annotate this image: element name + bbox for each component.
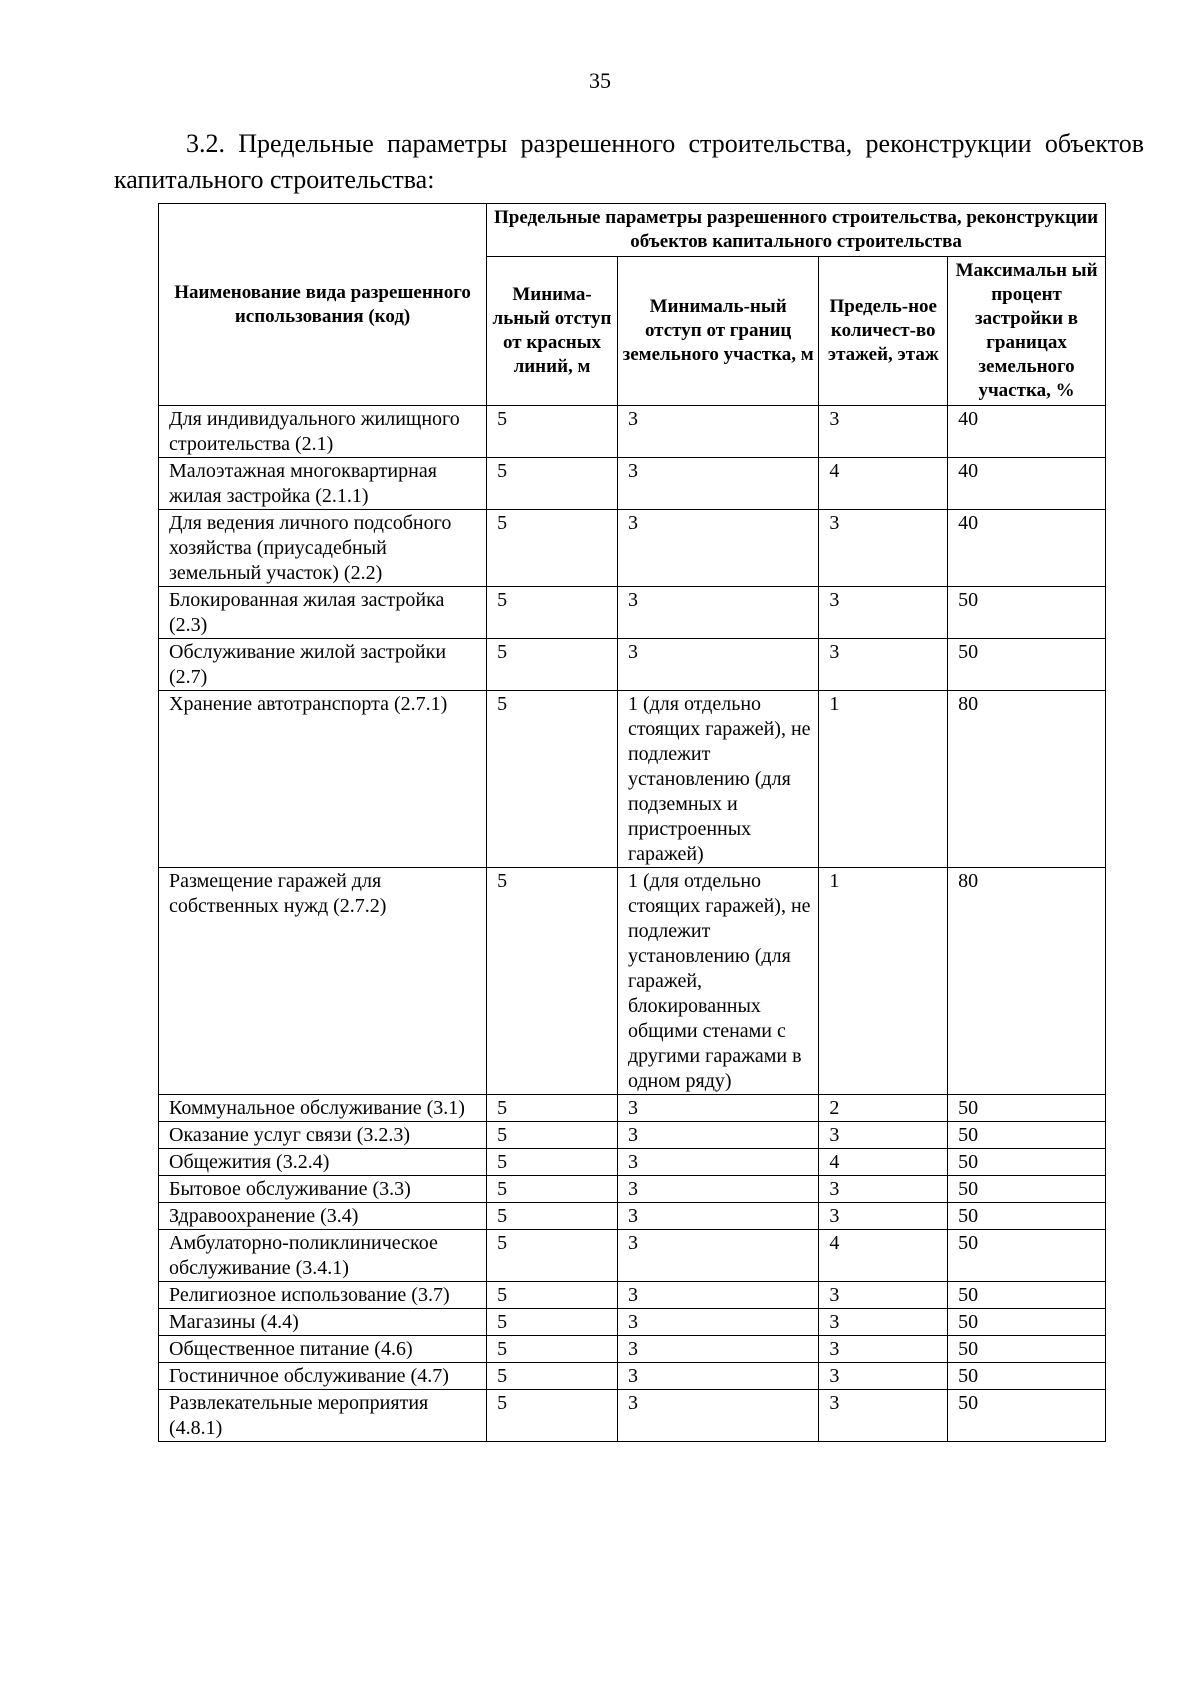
cell-red-lines: 5: [487, 1363, 618, 1390]
cell-name: Бытовое обслуживание (3.3): [159, 1176, 487, 1203]
cell-floors: 3: [819, 1336, 948, 1363]
header-name: Наименование вида разрешенного использования (код): [159, 204, 487, 406]
cell-red-lines: 5: [487, 639, 618, 691]
cell-floors: 3: [819, 587, 948, 639]
cell-red-lines: 5: [487, 1122, 618, 1149]
cell-plot-bounds: 3: [617, 1203, 818, 1230]
cell-floors: 4: [819, 1149, 948, 1176]
header-group: Предельные параметры разрешенного строительства, реконструкции объектов капитального строительства: [487, 204, 1106, 257]
cell-floors: 3: [819, 1282, 948, 1309]
cell-red-lines: 5: [487, 1149, 618, 1176]
table-row: [159, 510, 1106, 587]
cell-plot-bounds: 3: [617, 1230, 818, 1282]
table-row: [159, 587, 1106, 639]
cell-plot-bounds: 3: [617, 1122, 818, 1149]
cell-red-lines: 5: [487, 1309, 618, 1336]
cell-coverage: 50: [948, 1230, 1106, 1282]
cell-plot-bounds: 3: [617, 458, 818, 510]
table-row: [159, 1390, 1106, 1442]
cell-coverage: 50: [948, 1282, 1106, 1309]
table-row: [159, 868, 1106, 1095]
cell-coverage: 80: [948, 868, 1106, 1095]
cell-floors: 4: [819, 458, 948, 510]
header-row-group: [159, 204, 1106, 257]
cell-coverage: 50: [948, 639, 1106, 691]
cell-plot-bounds: 1 (для отдельно стоящих гаражей), не подлежит установлению (для гаражей, блокированных общими стенами с другими гаражами в одном ряду): [617, 868, 818, 1095]
cell-name: Малоэтажная многоквартирная жилая застройка (2.1.1): [159, 458, 487, 510]
cell-plot-bounds: 3: [617, 1390, 818, 1442]
cell-plot-bounds: 3: [617, 1176, 818, 1203]
table-row: [159, 1122, 1106, 1149]
cell-plot-bounds: 3: [617, 1095, 818, 1122]
cell-coverage: 80: [948, 691, 1106, 868]
cell-floors: 3: [819, 1176, 948, 1203]
cell-floors: 2: [819, 1095, 948, 1122]
cell-name: Развлекательные мероприятия (4.8.1): [159, 1390, 487, 1442]
cell-red-lines: 5: [487, 1203, 618, 1230]
cell-coverage: 50: [948, 1390, 1106, 1442]
cell-floors: 3: [819, 1363, 948, 1390]
cell-name: Гостиничное обслуживание (4.7): [159, 1363, 487, 1390]
cell-plot-bounds: 3: [617, 406, 818, 458]
cell-red-lines: 5: [487, 510, 618, 587]
table-row: [159, 1203, 1106, 1230]
cell-plot-bounds: 3: [617, 510, 818, 587]
cell-coverage: 50: [948, 1363, 1106, 1390]
cell-red-lines: 5: [487, 1282, 618, 1309]
cell-floors: 3: [819, 1309, 948, 1336]
cell-plot-bounds: 3: [617, 1282, 818, 1309]
cell-coverage: 40: [948, 510, 1106, 587]
cell-coverage: 50: [948, 587, 1106, 639]
cell-coverage: 50: [948, 1122, 1106, 1149]
cell-plot-bounds: 3: [617, 1336, 818, 1363]
cell-red-lines: 5: [487, 406, 618, 458]
cell-plot-bounds: 3: [617, 1309, 818, 1336]
cell-red-lines: 5: [487, 1336, 618, 1363]
cell-floors: 4: [819, 1230, 948, 1282]
cell-red-lines: 5: [487, 1176, 618, 1203]
table-row: [159, 691, 1106, 868]
cell-plot-bounds: 3: [617, 587, 818, 639]
table-body: [159, 406, 1106, 1442]
cell-name: Блокированная жилая застройка (2.3): [159, 587, 487, 639]
cell-floors: 1: [819, 691, 948, 868]
cell-red-lines: 5: [487, 691, 618, 868]
cell-coverage: 50: [948, 1309, 1106, 1336]
header-red-lines: Минима-льный отступ от красных линий, м: [487, 257, 618, 406]
cell-name: Для индивидуального жилищного строительства (2.1): [159, 406, 487, 458]
cell-red-lines: 5: [487, 1230, 618, 1282]
cell-coverage: 50: [948, 1203, 1106, 1230]
table-row: [159, 1176, 1106, 1203]
cell-coverage: 40: [948, 406, 1106, 458]
table-row: [159, 1230, 1106, 1282]
cell-coverage: 50: [948, 1336, 1106, 1363]
cell-name: Религиозное использование (3.7): [159, 1282, 487, 1309]
cell-name: Для ведения личного подсобного хозяйства (приусадебный земельный участок) (2.2): [159, 510, 487, 587]
table-row: [159, 1309, 1106, 1336]
cell-floors: 3: [819, 1390, 948, 1442]
cell-name: Обслуживание жилой застройки (2.7): [159, 639, 487, 691]
cell-red-lines: 5: [487, 1095, 618, 1122]
section-heading: 3.2. Предельные параметры разрешенного строительства, реконструкции объектов капитального строительства:: [114, 129, 1144, 194]
cell-name: Размещение гаражей для собственных нужд (2.7.2): [159, 868, 487, 1095]
cell-floors: 3: [819, 1122, 948, 1149]
cell-floors: 1: [819, 868, 948, 1095]
cell-floors: 3: [819, 639, 948, 691]
cell-plot-bounds: 3: [617, 639, 818, 691]
table-row: [159, 458, 1106, 510]
cell-name: Магазины (4.4): [159, 1309, 487, 1336]
cell-coverage: 40: [948, 458, 1106, 510]
header-plot-bounds: Минималь-ный отступ от границ земельного участка, м: [617, 257, 818, 406]
cell-red-lines: 5: [487, 1390, 618, 1442]
cell-name: Общежития (3.2.4): [159, 1149, 487, 1176]
cell-name: Коммунальное обслуживание (3.1): [159, 1095, 487, 1122]
table-row: [159, 1363, 1106, 1390]
header-floors: Предель-ное количест-во этажей, этаж: [819, 257, 948, 406]
parameters-table: [158, 203, 1106, 1442]
cell-name: Оказание услуг связи (3.2.3): [159, 1122, 487, 1149]
cell-red-lines: 5: [487, 868, 618, 1095]
page-number: 35: [589, 68, 611, 93]
cell-plot-bounds: 3: [617, 1149, 818, 1176]
header-coverage: Максимальн ый процент застройки в границах земельного участка, %: [948, 257, 1106, 406]
cell-red-lines: 5: [487, 458, 618, 510]
cell-coverage: 50: [948, 1149, 1106, 1176]
cell-floors: 3: [819, 510, 948, 587]
cell-floors: 3: [819, 406, 948, 458]
cell-name: Хранение автотранспорта (2.7.1): [159, 691, 487, 868]
cell-plot-bounds: 3: [617, 1363, 818, 1390]
cell-name: Амбулаторно-поликлиническое обслуживание (3.4.1): [159, 1230, 487, 1282]
table-row: [159, 1095, 1106, 1122]
cell-plot-bounds: 1 (для отдельно стоящих гаражей), не подлежит установлению (для подземных и пристроенных гаражей): [617, 691, 818, 868]
table-row: [159, 1282, 1106, 1309]
cell-red-lines: 5: [487, 587, 618, 639]
cell-floors: 3: [819, 1203, 948, 1230]
table-row: [159, 1336, 1106, 1363]
cell-coverage: 50: [948, 1095, 1106, 1122]
table-row: [159, 639, 1106, 691]
table-row: [159, 1149, 1106, 1176]
table-row: [159, 406, 1106, 458]
cell-name: Здравоохранение (3.4): [159, 1203, 487, 1230]
cell-coverage: 50: [948, 1176, 1106, 1203]
cell-name: Общественное питание (4.6): [159, 1336, 487, 1363]
